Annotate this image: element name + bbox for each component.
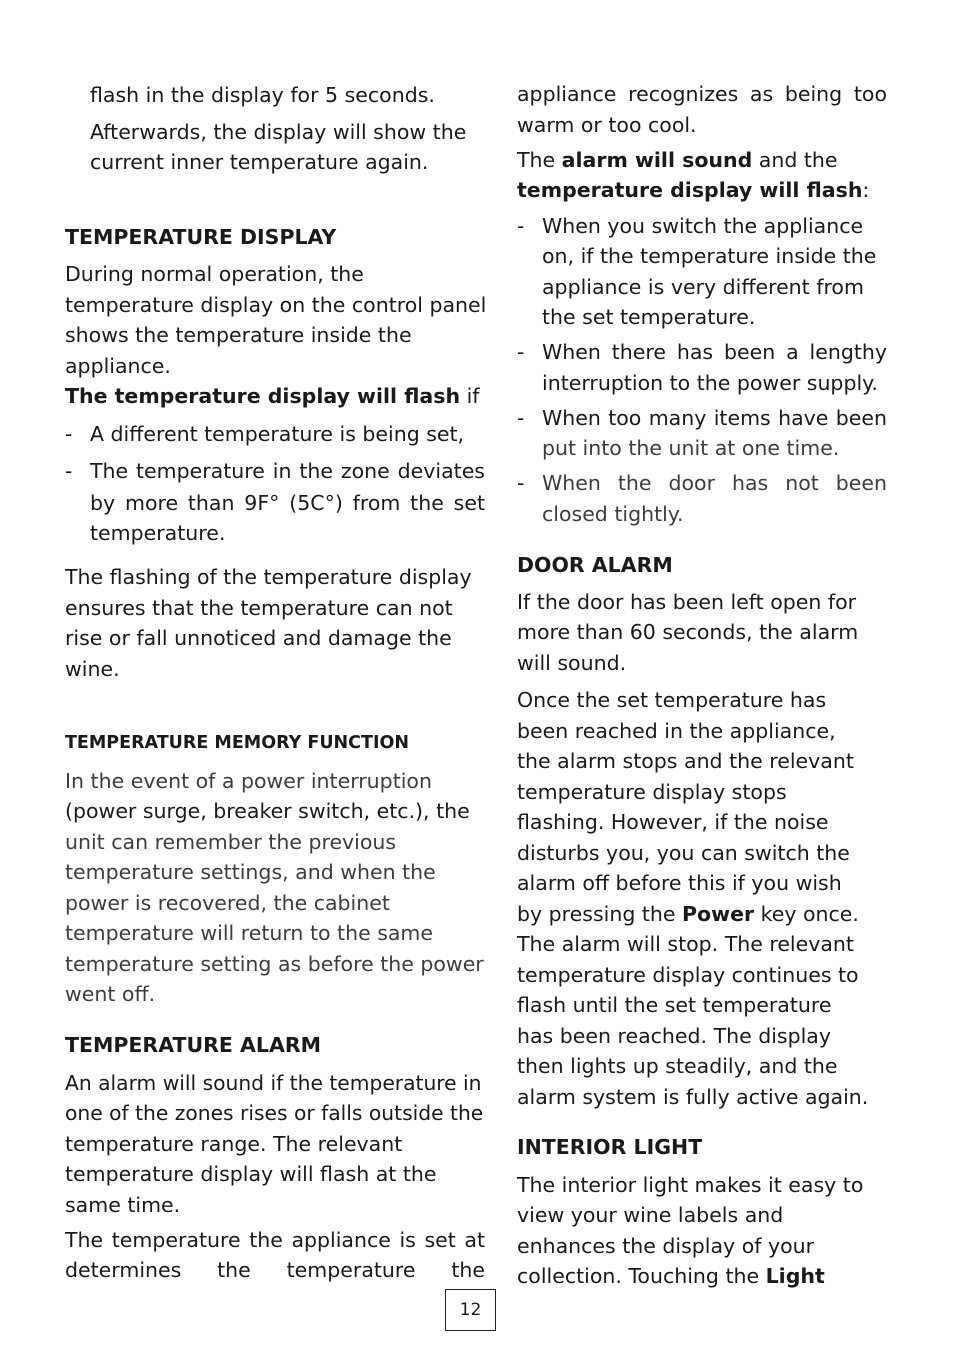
- paragraph-line: the alarm stops and the relevant: [517, 749, 854, 773]
- paragraph-line: An alarm will sound if the temperature in: [65, 1071, 482, 1095]
- paragraph-line: flashing. However, if the noise: [517, 810, 829, 834]
- paragraph-line: rise or fall unnoticed and damage the: [65, 626, 452, 650]
- paragraph-line: During normal operation, the: [65, 262, 364, 286]
- paragraph-line: temperature settings, and when the: [65, 860, 436, 884]
- paragraph-line: (power surge, breaker switch, etc.), the: [65, 799, 470, 823]
- text-span: collection. Touching the: [517, 1264, 766, 1288]
- paragraph-line: view your wine labels and: [517, 1203, 784, 1227]
- paragraph-line: temperature display continues to: [517, 963, 859, 987]
- paragraph-line: alarm system is fully active again.: [517, 1085, 869, 1109]
- paragraph-line: has been reached. The display: [517, 1024, 832, 1048]
- paragraph-line: warm or too cool.: [517, 113, 697, 137]
- bullet-item-line: interruption to the power supply.: [542, 371, 878, 395]
- flash-statement: [65, 381, 479, 412]
- bullet-dash: -: [65, 459, 73, 483]
- intro-line: flash in the display for 5 seconds.: [90, 83, 435, 107]
- bullet-dash: -: [517, 214, 525, 238]
- flash-bold: The temperature display will flash: [65, 384, 461, 408]
- power-key-line: [517, 899, 859, 930]
- bullet-dash: -: [517, 471, 525, 495]
- bullet-item-line: closed tightly.: [542, 502, 684, 526]
- bullet-item-line: The temperature in the zone deviates: [90, 459, 485, 483]
- bullet-item-line: When you switch the appliance: [542, 214, 864, 238]
- flash-bold: temperature display will flash: [517, 178, 863, 202]
- paragraph-line: If the door has been left open for: [517, 590, 857, 614]
- bullet-item-line: put into the unit at one time.: [542, 436, 840, 460]
- section-heading-memory-function: TEMPERATURE MEMORY FUNCTION: [65, 733, 409, 753]
- bullet-item-line: on, if the temperature inside the: [542, 244, 877, 268]
- paragraph-line: temperature range. The relevant: [65, 1132, 403, 1156]
- text-span: key once.: [754, 902, 859, 926]
- light-bold: Light: [765, 1264, 825, 1288]
- paragraph-line: will sound.: [517, 651, 627, 675]
- paragraph-line: appliance recognizes as being too: [517, 82, 887, 106]
- text-span: :: [862, 178, 870, 202]
- section-heading-door-alarm: DOOR ALARM: [517, 553, 673, 577]
- paragraph-line: shows the temperature inside the: [65, 323, 412, 347]
- paragraph-line: The interior light makes it easy to: [517, 1173, 864, 1197]
- section-heading-temperature-alarm: TEMPERATURE ALARM: [65, 1033, 322, 1057]
- flash-rest: if: [460, 384, 480, 408]
- bullet-item-line: When too many items have been: [542, 406, 887, 430]
- paragraph-line: The flashing of the temperature display: [65, 565, 472, 589]
- paragraph-line: same time.: [65, 1193, 181, 1217]
- bullet-item-line: temperature.: [90, 521, 226, 545]
- text-span: The: [517, 148, 562, 172]
- paragraph-line: went off.: [65, 982, 156, 1006]
- alarm-bold: alarm will sound: [561, 148, 753, 172]
- bullet-dash: -: [517, 406, 525, 430]
- paragraph-line: temperature setting as before the power: [65, 952, 484, 976]
- paragraph-line: temperature will return to the same: [65, 921, 434, 945]
- paragraph-line: been reached in the appliance,: [517, 719, 836, 743]
- bullet-item: A different temperature is being set,: [90, 422, 465, 446]
- paragraph-line: alarm off before this if you wish: [517, 871, 842, 895]
- paragraph-line: one of the zones rises or falls outside the: [65, 1101, 484, 1125]
- paragraph-line: power is recovered, the cabinet: [65, 891, 390, 915]
- intro-line: Afterwards, the display will show the: [90, 120, 467, 144]
- paragraph-line: appliance.: [65, 354, 171, 378]
- text-span: by pressing the: [517, 902, 683, 926]
- bullet-item-line: the set temperature.: [542, 305, 756, 329]
- paragraph-line: ensures that the temperature can not: [65, 596, 453, 620]
- paragraph-line: wine.: [65, 657, 120, 681]
- paragraph-line: temperature display on the control panel: [65, 293, 487, 317]
- paragraph-line: unit can remember the previous: [65, 830, 397, 854]
- page-number: 12: [445, 1289, 496, 1331]
- bullet-item-line: appliance is very different from: [542, 275, 864, 299]
- paragraph-line: The alarm will stop. The relevant: [517, 932, 854, 956]
- paragraph-line: temperature display stops: [517, 780, 787, 804]
- paragraph-line: determines the temperature the: [65, 1258, 485, 1282]
- bullet-dash: -: [517, 340, 525, 364]
- bullet-item-line: When there has been a lengthy: [542, 340, 887, 364]
- section-heading-interior-light: INTERIOR LIGHT: [517, 1135, 703, 1159]
- paragraph-line: disturbs you, you can switch the: [517, 841, 850, 865]
- paragraph-line: more than 60 seconds, the alarm: [517, 620, 859, 644]
- paragraph-line: then lights up steadily, and the: [517, 1054, 838, 1078]
- alarm-statement: [517, 145, 838, 176]
- intro-line: current inner temperature again.: [90, 150, 429, 174]
- flash-statement: [517, 175, 869, 206]
- bullet-dash: -: [65, 422, 73, 446]
- text-span: and the: [752, 148, 838, 172]
- bullet-item-line: When the door has not been: [542, 471, 887, 495]
- paragraph-line: In the event of a power interruption: [65, 769, 432, 793]
- bullet-item-line: by more than 9F° (5C°) from the set: [90, 491, 485, 515]
- paragraph-line: enhances the display of your: [517, 1234, 815, 1258]
- paragraph-line: Once the set temperature has: [517, 688, 827, 712]
- power-bold: Power: [682, 902, 755, 926]
- light-button-line: [517, 1261, 825, 1292]
- paragraph-line: flash until the set temperature: [517, 993, 832, 1017]
- section-heading-temperature-display: TEMPERATURE DISPLAY: [65, 225, 337, 249]
- paragraph-line: The temperature the appliance is set at: [65, 1228, 485, 1252]
- paragraph-line: temperature display will flash at the: [65, 1162, 437, 1186]
